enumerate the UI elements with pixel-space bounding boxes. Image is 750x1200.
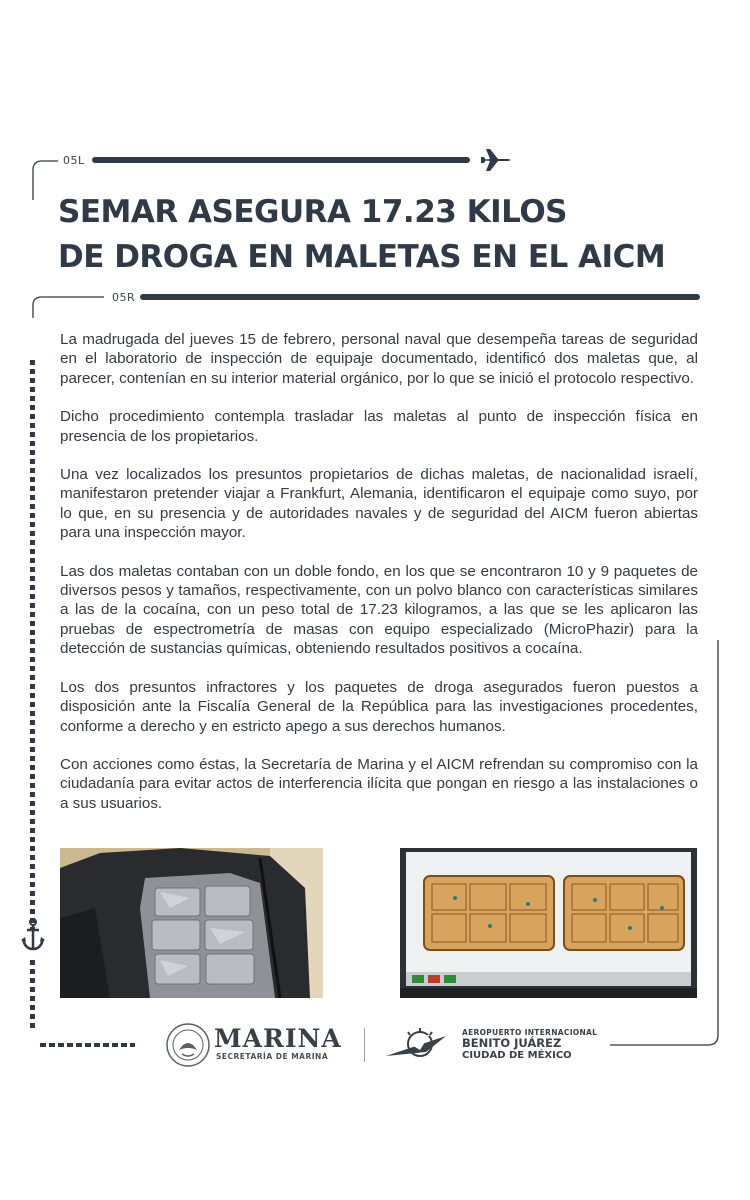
tag-05r: 05R xyxy=(112,291,136,304)
paragraph-2: Dicho procedimiento contempla trasladar las maletas al punto de inspección física en presencia de los propietarios. xyxy=(60,408,698,445)
marina-wordmark: MARINA xyxy=(214,1024,342,1053)
bottom-rule xyxy=(140,294,700,300)
logo-divider xyxy=(364,1028,365,1062)
suitcase-photo xyxy=(60,848,323,998)
headline-line-1: SEMAR ASEGURA 17.23 KILOS xyxy=(58,194,568,230)
left-dashed-border xyxy=(30,360,35,930)
airplane-icon xyxy=(478,145,514,175)
aicm-text-block xyxy=(462,1028,597,1062)
anchor-icon xyxy=(20,918,46,952)
xray-screen-photo xyxy=(400,848,697,998)
bottom-dashed-border xyxy=(40,1043,135,1047)
paragraph-4: Las dos maletas contaban con un doble fondo, en los que se encontraron 10 y 9 paquetes de diversos pesos y tamaños, respectivamente, con un polvo blanco con características similares a las de la cocaína, con un peso total de 17.23 kilogramos, a las que se les aplicaron las pruebas de espectrometría de masas con equipo especializado (MicroPhazir) para la detección de sustancias químicas, obteniendo resultados positivos a cocaína. xyxy=(60,562,698,658)
tag-05l: 05L xyxy=(63,154,85,167)
aicm-logo-icon xyxy=(386,1026,456,1062)
headline-line-2: DE DROGA EN MALETAS EN EL AICM xyxy=(58,239,666,275)
paragraph-3: Una vez localizados los presuntos propietarios de dichas maletas, de nacionalidad israelí, manifestaron pretender viajar a Frankfurt, Alemania, identificaron el equipaje como suyo, por lo que, en su presencia y de autoridades navales y de seguridad del AICM fueron abiertas para una inspección mayor. xyxy=(60,466,698,542)
paragraph-5: Los dos presuntos infractores y los paquetes de droga asegurados fueron puestos a disposición ante la Fiscalía General de la República para las investigaciones procedentes, conforme a derecho y en estricto apego a sus derechos humanos. xyxy=(60,678,698,735)
top-rule xyxy=(92,157,470,163)
article-body xyxy=(60,330,698,832)
headline xyxy=(58,190,718,280)
paragraph-1: La madrugada del jueves 15 de febrero, personal naval que desempeña tareas de seguridad en el laboratorio de inspección de equipaje documentado, identificó dos maletas que, al parecer, contenían en su interior material orgánico, por lo que se inició el protocolo respectivo. xyxy=(60,331,698,387)
aicm-line-1: AEROPUERTO INTERNACIONAL xyxy=(462,1028,598,1037)
marina-subtitle: SECRETARÍA DE MARINA xyxy=(216,1052,329,1061)
paragraph-6: Con acciones como éstas, la Secretaría de Marina y el AICM refrendan su compromiso con la ciudadanía para evitar actos de interferencia ilícita que pongan en riesgo a las instalaciones o a sus usuarios. xyxy=(60,755,698,812)
aicm-line-3: CIUDAD DE MÉXICO xyxy=(462,1050,572,1061)
marina-seal-icon xyxy=(165,1022,211,1068)
aicm-line-2: BENITO JUÁREZ xyxy=(462,1036,562,1050)
left-dashed-border-lower xyxy=(30,960,35,1030)
